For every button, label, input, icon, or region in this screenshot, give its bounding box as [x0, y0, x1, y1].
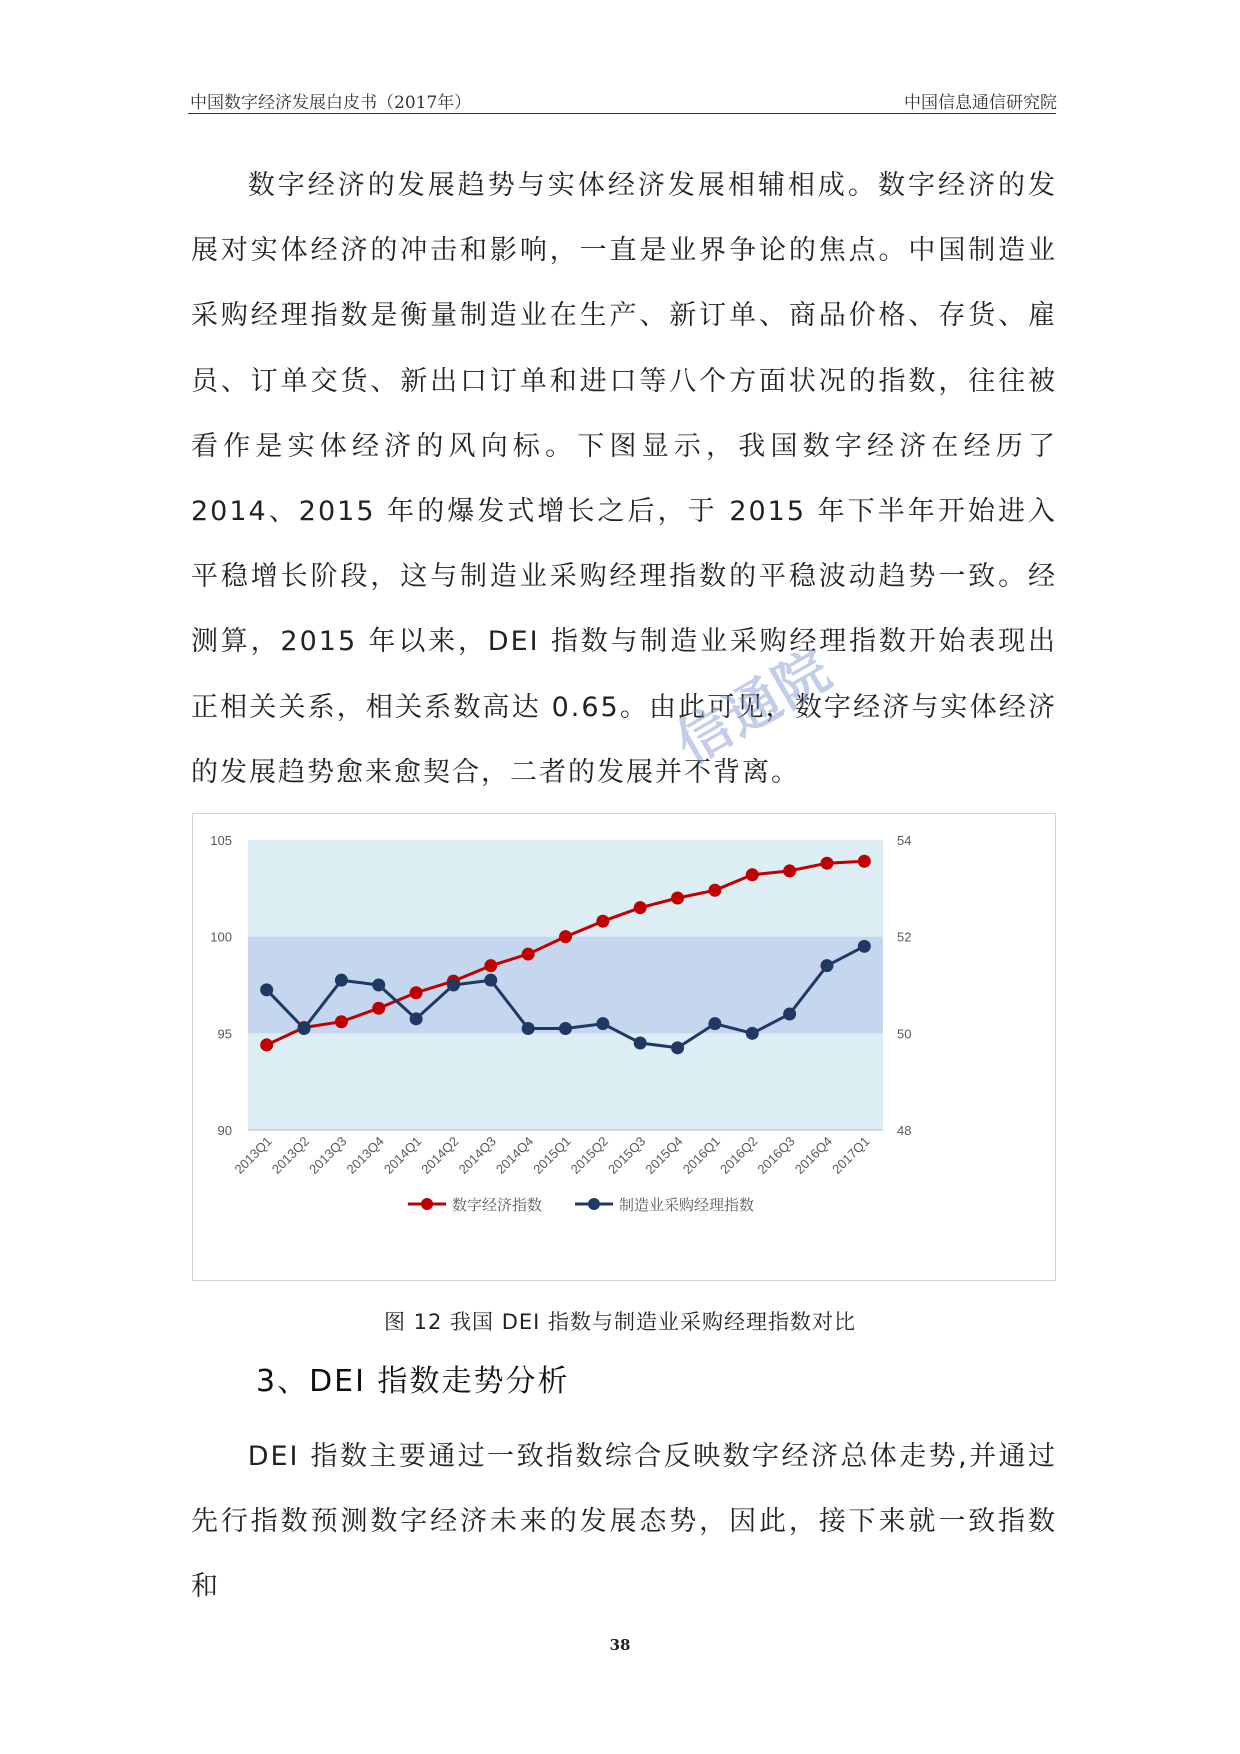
x-axis-tick-label: 2013Q1	[231, 1133, 275, 1177]
x-axis-tick-label: 2014Q1	[380, 1133, 425, 1177]
series-1-point	[634, 901, 647, 914]
series-1-point	[746, 868, 759, 881]
x-axis-tick-label: 2015Q1	[530, 1133, 574, 1177]
series-2-point	[783, 1008, 796, 1021]
series-1-point	[708, 884, 721, 897]
series-2-point	[634, 1037, 647, 1050]
series-1-point	[671, 892, 684, 905]
series-2-point	[708, 1017, 721, 1030]
header-divider	[188, 113, 1056, 114]
legend-marker	[421, 1198, 433, 1210]
x-axis-tick-label: 2016Q1	[679, 1133, 724, 1177]
chart-figure	[192, 813, 1056, 1281]
x-axis-tick-label: 2013Q4	[343, 1133, 387, 1177]
series-1-point	[820, 857, 833, 870]
series-1-point	[410, 986, 423, 999]
series-1-point	[335, 1015, 348, 1028]
figure-caption: 图 12 我国 DEI 指数与制造业采购经理指数对比	[383, 1310, 857, 1334]
series-2-point	[746, 1027, 759, 1040]
body-text-block-2	[191, 1424, 1057, 1619]
series-2-point	[820, 959, 833, 972]
section-heading: 3、DEI 指数走势分析	[256, 1364, 570, 1399]
right-axis-tick-label: 48	[897, 1123, 912, 1138]
right-axis-tick-label: 50	[897, 1026, 912, 1042]
series-2-point	[335, 974, 348, 987]
body-text-block	[191, 153, 1057, 805]
series-2-point	[372, 979, 385, 992]
left-axis-tick-label: 90	[217, 1123, 232, 1138]
right-axis-tick-label: 52	[897, 929, 912, 945]
x-axis-tick-label: 2013Q3	[306, 1133, 350, 1177]
series-2-point	[559, 1022, 572, 1035]
series-2-point	[298, 1022, 311, 1035]
x-axis-tick-label: 2016Q4	[791, 1133, 836, 1177]
legend-marker	[588, 1198, 600, 1210]
left-axis-tick-label: 100	[210, 929, 232, 945]
series-1-point	[484, 959, 497, 972]
x-axis-tick-label: 2014Q3	[455, 1133, 499, 1177]
x-axis-tick-label: 2014Q4	[492, 1133, 537, 1177]
series-1-point	[559, 930, 572, 943]
body-paragraph: 数字经济的发展趋势与实体经济发展相辅相成。数字经济的发展对实体经济的冲击和影响，一直是业界争论的焦点。中国制造业采购经理指数是衡量制造业在生产、新订单、商品价格、存货、雇员、订单交货、新出口订单和进口等八个方面状况的指数，往往被看作是实体经济的风向标。下图显示，我国数字经济在经历了 2014、2015 年的爆发式增长之后，于 2015 年下半年开始进入平稳增长阶段，这与制造业采购经理指数的平稳波动趋势一致。经测算，2015 年以来，DEI 指数与制造业采购经理指数开始表现出正相关关系，相关系数高达 0.65。由此可见，数字经济与实体经济的发展趋势愈来愈契合，二者的发展并不背离。	[191, 170, 1057, 788]
left-axis-tick-label: 105	[210, 833, 232, 848]
x-axis-tick-label: 2017Q1	[829, 1133, 873, 1177]
series-1-point	[522, 948, 535, 961]
left-axis-tick-label: 95	[217, 1026, 232, 1042]
legend-label: 制造业采购经理指数	[619, 1196, 755, 1214]
series-2-point	[596, 1017, 609, 1030]
body-paragraph-2: DEI 指数主要通过一致指数综合反映数字经济总体走势,并通过先行指数预测数字经济未来的发展态势，因此，接下来就一致指数和	[191, 1441, 1057, 1602]
x-axis-tick-label: 2013Q2	[268, 1133, 313, 1177]
series-1-point	[596, 915, 609, 928]
page-number: 38	[609, 1636, 631, 1654]
header-organization: 中国信息通信研究院	[904, 93, 1057, 113]
x-axis-tick-label: 2015Q3	[605, 1133, 649, 1177]
series-2-point	[522, 1022, 535, 1035]
series-2-point	[858, 940, 871, 953]
series-1-point	[260, 1038, 273, 1051]
series-1-point	[858, 855, 871, 868]
series-1-point	[783, 864, 796, 877]
legend-label: 数字经济指数	[452, 1196, 543, 1214]
series-2-point	[410, 1012, 423, 1025]
watermark-text: 信通院	[665, 637, 843, 777]
right-axis-tick-label: 54	[897, 833, 912, 848]
x-axis-tick-label: 2016Q2	[717, 1133, 761, 1177]
series-1-point	[372, 1002, 385, 1015]
series-2-point	[447, 979, 460, 992]
x-axis-tick-label: 2015Q2	[567, 1133, 611, 1177]
series-2-point	[671, 1041, 684, 1054]
x-axis-tick-label: 2016Q3	[754, 1133, 798, 1177]
series-2-point	[260, 983, 273, 996]
x-axis-tick-label: 2014Q2	[418, 1133, 462, 1177]
header-document-title: 中国数字经济发展白皮书（2017年）	[190, 93, 472, 113]
series-2-point	[484, 974, 497, 987]
dual-axis-line-chart	[193, 814, 1055, 1280]
x-axis-tick-label: 2015Q4	[642, 1133, 686, 1177]
